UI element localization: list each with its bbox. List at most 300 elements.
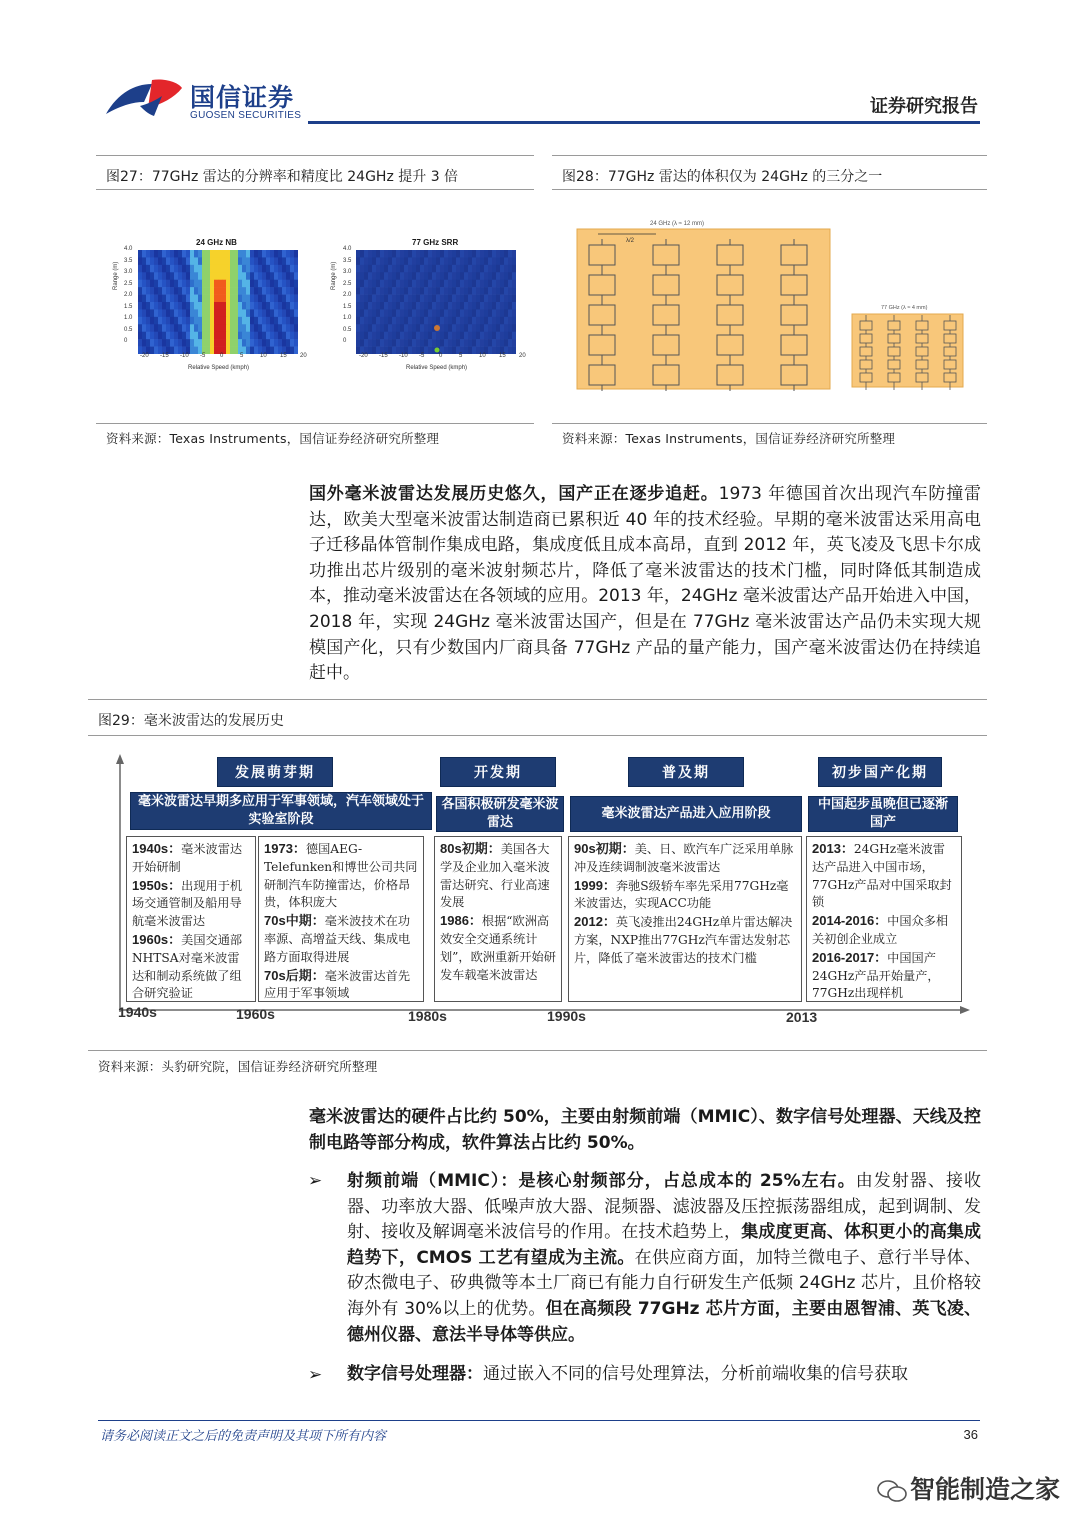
- heatmap-cell: [286, 324, 290, 332]
- heatmap-cell: [230, 347, 234, 354]
- heatmap-cell: [238, 332, 242, 340]
- heatmap-cell: [504, 332, 508, 340]
- heatmap-cell: [440, 324, 444, 332]
- heatmap-cell: [404, 332, 408, 340]
- heatmap-cell: [178, 280, 182, 288]
- heatmap-cell: [214, 302, 218, 310]
- heatmap-cell: [250, 309, 254, 317]
- paragraph-hardware: 毫米波雷达的硬件占比约 50%，主要由射频前端（MMIC）、数字信号处理器、天线及控制电路等部分构成，软件算法占比约 50%。: [309, 1107, 981, 1153]
- heatmap-cell: [246, 347, 250, 354]
- heatmap-cell: [282, 309, 286, 317]
- heatmap-cell: [464, 317, 468, 325]
- heatmap-cell: [230, 302, 234, 310]
- heatmap-cell: [174, 265, 178, 273]
- heatmap-cell: [150, 302, 154, 310]
- heatmap-cell: [512, 324, 516, 332]
- tl-val: 中国国产24GHz产品开始量产，77GHz出现样机: [812, 950, 940, 1001]
- heatmap-cell: [460, 302, 464, 310]
- heatmap-cell: [182, 302, 186, 310]
- y-tick-label: 1.5: [343, 303, 352, 310]
- heatmap-cell: [226, 280, 230, 288]
- heatmap-cell: [214, 272, 218, 280]
- heatmap-cell: [432, 339, 436, 347]
- heatmap-cell: [186, 339, 190, 347]
- heatmap-cell: [270, 295, 274, 303]
- heatmap-cell: [282, 302, 286, 310]
- heatmap-cell: [194, 332, 198, 340]
- heatmap-cell: [138, 280, 142, 288]
- heatmap-cell: [428, 272, 432, 280]
- heatmap-cell: [186, 265, 190, 273]
- heatmap-cell: [388, 324, 392, 332]
- heatmap-cell: [380, 302, 384, 310]
- heatmap-cell: [432, 317, 436, 325]
- heatmap-cell: [488, 272, 492, 280]
- heatmap-cell: [274, 280, 278, 288]
- heatmap-cell: [420, 250, 424, 258]
- heatmap-cell: [250, 272, 254, 280]
- heatmap-cell: [194, 250, 198, 258]
- heatmap-cell: [456, 265, 460, 273]
- heatmap-cell: [452, 280, 456, 288]
- heatmap-cell: [512, 257, 516, 265]
- heatmap-cell: [384, 339, 388, 347]
- heatmap-cell: [444, 272, 448, 280]
- heatmap-cell: [226, 250, 230, 258]
- heatmap-cell: [230, 272, 234, 280]
- heatmap-cell: [170, 309, 174, 317]
- heatmap-cell: [202, 332, 206, 340]
- heatmap-cell: [158, 287, 162, 295]
- heatmap-cell: [258, 287, 262, 295]
- heatmap-cell: [504, 272, 508, 280]
- heatmap-cell: [412, 265, 416, 273]
- heatmap-cell: [468, 287, 472, 295]
- heatmap-cell: [456, 272, 460, 280]
- antenna-patch: [717, 365, 743, 385]
- heatmap-cell: [476, 302, 480, 310]
- heatmap-cell: [154, 257, 158, 265]
- heatmap-cell: [262, 324, 266, 332]
- heatmap-cell: [480, 324, 484, 332]
- heatmap-cell: [476, 280, 480, 288]
- heatmap-cell: [388, 347, 392, 354]
- heatmap-cell: [222, 302, 226, 310]
- heatmap-cell: [472, 272, 476, 280]
- footer-divider: [98, 1420, 980, 1421]
- heatmap-cell: [190, 295, 194, 303]
- heatmap-cell: [512, 309, 516, 317]
- heatmap-cell: [258, 302, 262, 310]
- heatmap-cell: [166, 257, 170, 265]
- antenna-patch: [717, 335, 743, 355]
- heatmap-cell: [432, 332, 436, 340]
- heatmap-cell: [472, 332, 476, 340]
- heatmap-cell: [154, 324, 158, 332]
- heatmap-cell: [360, 309, 364, 317]
- year-1940s: 1940s: [118, 1004, 157, 1020]
- heatmap-cell: [258, 317, 262, 325]
- heatmap-cell: [254, 347, 258, 354]
- heatmap-cell: [492, 339, 496, 347]
- y-tick-label: 4.0: [343, 246, 352, 252]
- bullet-mmic-b2: 但在高频段 77GHz 芯片方面，主要由恩智浦、英飞凌、德州仪器、意法半导体等供应。: [347, 1298, 981, 1345]
- heatmap-cell: [388, 280, 392, 288]
- heatmap-cell: [202, 302, 206, 310]
- heatmap-cell: [364, 309, 368, 317]
- heatmap-cell: [230, 280, 234, 288]
- heatmap-cell: [380, 309, 384, 317]
- antenna-size-comparison: [576, 215, 968, 391]
- heatmap-cell: [428, 265, 432, 273]
- heatmap-cell: [138, 324, 142, 332]
- heatmap-cell: [282, 287, 286, 295]
- heatmap-cell: [356, 339, 360, 347]
- heatmap-cell: [274, 287, 278, 295]
- heatmap-cell: [412, 295, 416, 303]
- heatmap-cell: [480, 265, 484, 273]
- heatmap-cell: [436, 272, 440, 280]
- heatmap-cell: [448, 324, 452, 332]
- heatmap-cell: [206, 295, 210, 303]
- heatmap-cell: [210, 309, 214, 317]
- heatmap-cell: [246, 257, 250, 265]
- heatmap-cell: [436, 295, 440, 303]
- heatmap-cell: [512, 280, 516, 288]
- antenna-patch: [916, 321, 928, 330]
- heatmap-cell: [472, 287, 476, 295]
- tl-key: 1986：: [440, 913, 482, 929]
- heatmap-cell: [400, 250, 404, 258]
- heatmap-cell: [396, 332, 400, 340]
- heatmap-cell: [420, 339, 424, 347]
- tl-key: 2012：: [574, 914, 616, 930]
- heatmap-cell: [254, 339, 258, 347]
- heatmap-cell: [218, 332, 222, 340]
- heatmap-cell: [444, 287, 448, 295]
- heatmap-cell: [464, 287, 468, 295]
- heatmap-cell: [166, 302, 170, 310]
- heatmap-cell: [372, 324, 376, 332]
- heatmap-cell: [508, 257, 512, 265]
- heatmap-cell: [254, 250, 258, 258]
- heatmap-cell: [448, 272, 452, 280]
- antenna-patch: [916, 373, 928, 382]
- paragraph-history: [309, 482, 981, 687]
- antenna-patch: [888, 321, 900, 330]
- heatmap-cell: [504, 257, 508, 265]
- heatmap-cell: [174, 339, 178, 347]
- heatmap-cell: [512, 250, 516, 258]
- heatmap-cell: [508, 339, 512, 347]
- heatmap-cell: [476, 309, 480, 317]
- heatmap-cell: [174, 272, 178, 280]
- heatmap-cell: [186, 332, 190, 340]
- year-1960s: 1960s: [236, 1006, 275, 1022]
- heatmap-cell: [278, 339, 282, 347]
- heatmap-cell: [290, 272, 294, 280]
- heatmap-cell: [392, 280, 396, 288]
- antenna-patch: [589, 275, 615, 295]
- heatmap-cell: [294, 280, 298, 288]
- heatmap-cell: [170, 302, 174, 310]
- heatmap-cell: [356, 265, 360, 273]
- heatmap-cell: [154, 302, 158, 310]
- heatmap-cell: [364, 295, 368, 303]
- heatmap-cell: [170, 324, 174, 332]
- heatmap-cell: [222, 332, 226, 340]
- heatmap-cell: [166, 280, 170, 288]
- heatmap-cell: [270, 309, 274, 317]
- heatmap-cell: [440, 280, 444, 288]
- heatmap-cell: [388, 272, 392, 280]
- heatmap-cell: [150, 257, 154, 265]
- heatmap-cell: [464, 347, 468, 354]
- fig28-src-rule: [552, 423, 987, 424]
- heatmap-cell: [436, 332, 440, 340]
- antenna-patch: [860, 360, 872, 369]
- heatmap-cell: [392, 347, 396, 354]
- heatmap-cell: [380, 265, 384, 273]
- heatmap-cell: [150, 287, 154, 295]
- tl-val: 出现用于机场交通管制及船用导航毫米波雷达: [132, 878, 243, 929]
- heatmap-cell: [468, 265, 472, 273]
- heatmap-cell: [508, 272, 512, 280]
- heatmap-cell: [214, 287, 218, 295]
- heatmap-cell: [356, 317, 360, 325]
- heatmap-cell: [286, 295, 290, 303]
- heatmap-cell: [408, 302, 412, 310]
- heatmap-cell: [508, 287, 512, 295]
- heatmap-cell: [182, 272, 186, 280]
- heatmap-cell: [246, 324, 250, 332]
- heatmap-cell: [460, 287, 464, 295]
- heatmap-cell: [214, 324, 218, 332]
- heatmap-cell: [178, 332, 182, 340]
- heatmap-cell: [480, 295, 484, 303]
- subhead-localize: 中国起步虽晚但已逐渐国产: [808, 796, 958, 832]
- antenna-patch: [916, 360, 928, 369]
- heatmap-cell: [364, 324, 368, 332]
- tl-key: 1999：: [574, 877, 616, 893]
- heatmap-cell: [174, 295, 178, 303]
- heatmap-cell: [456, 287, 460, 295]
- heatmap-cell: [436, 265, 440, 273]
- heatmap-cell: [416, 332, 420, 340]
- heatmap-cell: [456, 317, 460, 325]
- heatmap-cell: [286, 287, 290, 295]
- heatmap-cell: [158, 324, 162, 332]
- fig27-caption: 图27：77GHz 雷达的分辨率和精度比 24GHz 提升 3 倍: [106, 169, 459, 185]
- heatmap-cell: [472, 309, 476, 317]
- y-tick-label: 0.5: [124, 326, 133, 333]
- heatmap-cell: [400, 280, 404, 288]
- heatmap-cell: [428, 280, 432, 288]
- heatmap-cell: [218, 309, 222, 317]
- heatmap-cell: [384, 287, 388, 295]
- heatmap-cell: [146, 324, 150, 332]
- heatmap-cell: [294, 302, 298, 310]
- heatmap-cell: [198, 280, 202, 288]
- heatmap-cell: [174, 317, 178, 325]
- heatmap-cell: [432, 250, 436, 258]
- heatmap-cell: [388, 295, 392, 303]
- heatmap-cell: [476, 324, 480, 332]
- heatmap-cell: [278, 309, 282, 317]
- heatmap-cell: [472, 295, 476, 303]
- heatmap-cell: [146, 295, 150, 303]
- heatmap-cell: [262, 280, 266, 288]
- heatmap-cell: [150, 272, 154, 280]
- heatmap-cell: [364, 302, 368, 310]
- heatmap-cell: [440, 287, 444, 295]
- heatmap-cell: [190, 272, 194, 280]
- heatmap-cell: [440, 257, 444, 265]
- heatmap-cell: [254, 287, 258, 295]
- heatmap-cell: [206, 280, 210, 288]
- heatmap-cell: [384, 295, 388, 303]
- heatmap-cell: [392, 257, 396, 265]
- heatmap-cell: [234, 272, 238, 280]
- heatmap-cell: [504, 250, 508, 258]
- heatmap-cell: [210, 265, 214, 273]
- heatmap-cell: [238, 287, 242, 295]
- report-type: 证券研究报告: [870, 96, 978, 117]
- fig29-source: 资料来源：头豹研究院，国信证券经济研究所整理: [98, 1059, 378, 1074]
- heatmap-cell: [282, 280, 286, 288]
- heatmap-cell: [372, 295, 376, 303]
- heatmap-cell: [178, 302, 182, 310]
- tl-key: 1960s：: [132, 931, 182, 947]
- heatmap-cell: [142, 309, 146, 317]
- x-tick-label: 20: [519, 353, 526, 359]
- heatmap-cell: [194, 324, 198, 332]
- heatmap-cell: [456, 302, 460, 310]
- heatmap-cell: [218, 317, 222, 325]
- heatmap-cell: [396, 250, 400, 258]
- heatmap-cell: [154, 339, 158, 347]
- heatmap-cell: [500, 250, 504, 258]
- heatmap-cell: [242, 265, 246, 273]
- heatmap-cell: [262, 302, 266, 310]
- heatmap-cell: [190, 324, 194, 332]
- phase-develop: 开发期: [440, 757, 556, 787]
- tl-val: 美、日、欧汽车广泛采用单脉冲及连续调制波毫米波雷达: [574, 842, 794, 874]
- x-tick-label: -5: [419, 353, 425, 359]
- heatmap-cell: [178, 324, 182, 332]
- heatmap-cell: [182, 265, 186, 273]
- heatmap-cell: [472, 317, 476, 325]
- heatmap-cell: [234, 287, 238, 295]
- heatmap-cell: [364, 317, 368, 325]
- heatmap-cell: [360, 257, 364, 265]
- heatmap-cell: [158, 332, 162, 340]
- x-tick-label: 0: [439, 353, 443, 359]
- heatmap-cell: [254, 317, 258, 325]
- heatmap-cell: [452, 324, 456, 332]
- x-tick-label: -5: [200, 353, 206, 359]
- heatmap-cell: [376, 295, 380, 303]
- heatmap-cell: [432, 265, 436, 273]
- heatmap-cell: [484, 272, 488, 280]
- heatmap-cell: [166, 265, 170, 273]
- heatmap-cell: [146, 257, 150, 265]
- heatmap-cell: [428, 302, 432, 310]
- heatmap-cell: [194, 339, 198, 347]
- target-return: [435, 348, 440, 353]
- heatmap-cell: [150, 265, 154, 273]
- heatmap-cell: [270, 302, 274, 310]
- heatmap-cell: [456, 332, 460, 340]
- heatmap-cell: [400, 324, 404, 332]
- heatmap-cell: [150, 309, 154, 317]
- antenna-patch: [589, 305, 615, 325]
- heatmap-cell: [286, 265, 290, 273]
- heatmap-cell: [146, 250, 150, 258]
- heatmap-cell: [492, 250, 496, 258]
- heatmap-cell: [286, 302, 290, 310]
- heatmap-cell: [142, 317, 146, 325]
- heatmap-cell: [250, 339, 254, 347]
- heatmap-cell: [142, 339, 146, 347]
- heatmap-cell: [440, 272, 444, 280]
- antenna-patch: [589, 245, 615, 265]
- heatmap-cell: [468, 339, 472, 347]
- heatmap-cell: [360, 272, 364, 280]
- heatmap-cell: [404, 257, 408, 265]
- heatmap-cell: [444, 250, 448, 258]
- heatmap-cell: [368, 302, 372, 310]
- heatmap-cell: [190, 339, 194, 347]
- heatmap-cell: [384, 302, 388, 310]
- heatmap-cell: [250, 250, 254, 258]
- heatmap-cell: [294, 272, 298, 280]
- heatmap-cell: [206, 257, 210, 265]
- heatmap-cell: [154, 280, 158, 288]
- heatmap-cell: [508, 280, 512, 288]
- heatmap-cell: [186, 272, 190, 280]
- heatmap-cell: [290, 309, 294, 317]
- heatmap-cell: [138, 339, 142, 347]
- footer-disclaimer: 请务必阅读正文之后的免责声明及其项下所有内容: [100, 1429, 387, 1444]
- heatmap-cell: [142, 272, 146, 280]
- heatmap-cell: [186, 257, 190, 265]
- fig27-cap-rule: [96, 189, 534, 190]
- subhead-popular: 毫米波雷达产品进入应用阶段: [570, 796, 802, 832]
- x-tick-label: -20: [359, 353, 368, 359]
- heatmap-cell: [428, 309, 432, 317]
- heatmap-cell: [460, 309, 464, 317]
- heatmap-cell: [142, 302, 146, 310]
- bullet-dsp-text: 通过嵌入不同的信号处理算法，分析前端收集的信号获取: [483, 1364, 908, 1384]
- heatmap-cell: [380, 287, 384, 295]
- heatmap-cell: [432, 280, 436, 288]
- heatmap-cell: [250, 324, 254, 332]
- heatmap-cell: [214, 339, 218, 347]
- heatmap-cell: [198, 302, 202, 310]
- fig29-top-rule: [88, 699, 987, 700]
- heatmap-cell: [186, 250, 190, 258]
- heatmap-cell: [484, 309, 488, 317]
- heatmap-cell: [356, 309, 360, 317]
- heatmap-cell: [436, 250, 440, 258]
- heatmap-cell: [472, 302, 476, 310]
- heatmap-cell: [274, 309, 278, 317]
- heatmap-cell: [210, 324, 214, 332]
- heatmap-cell: [166, 339, 170, 347]
- heatmap-cell: [496, 324, 500, 332]
- heatmap-cell: [488, 309, 492, 317]
